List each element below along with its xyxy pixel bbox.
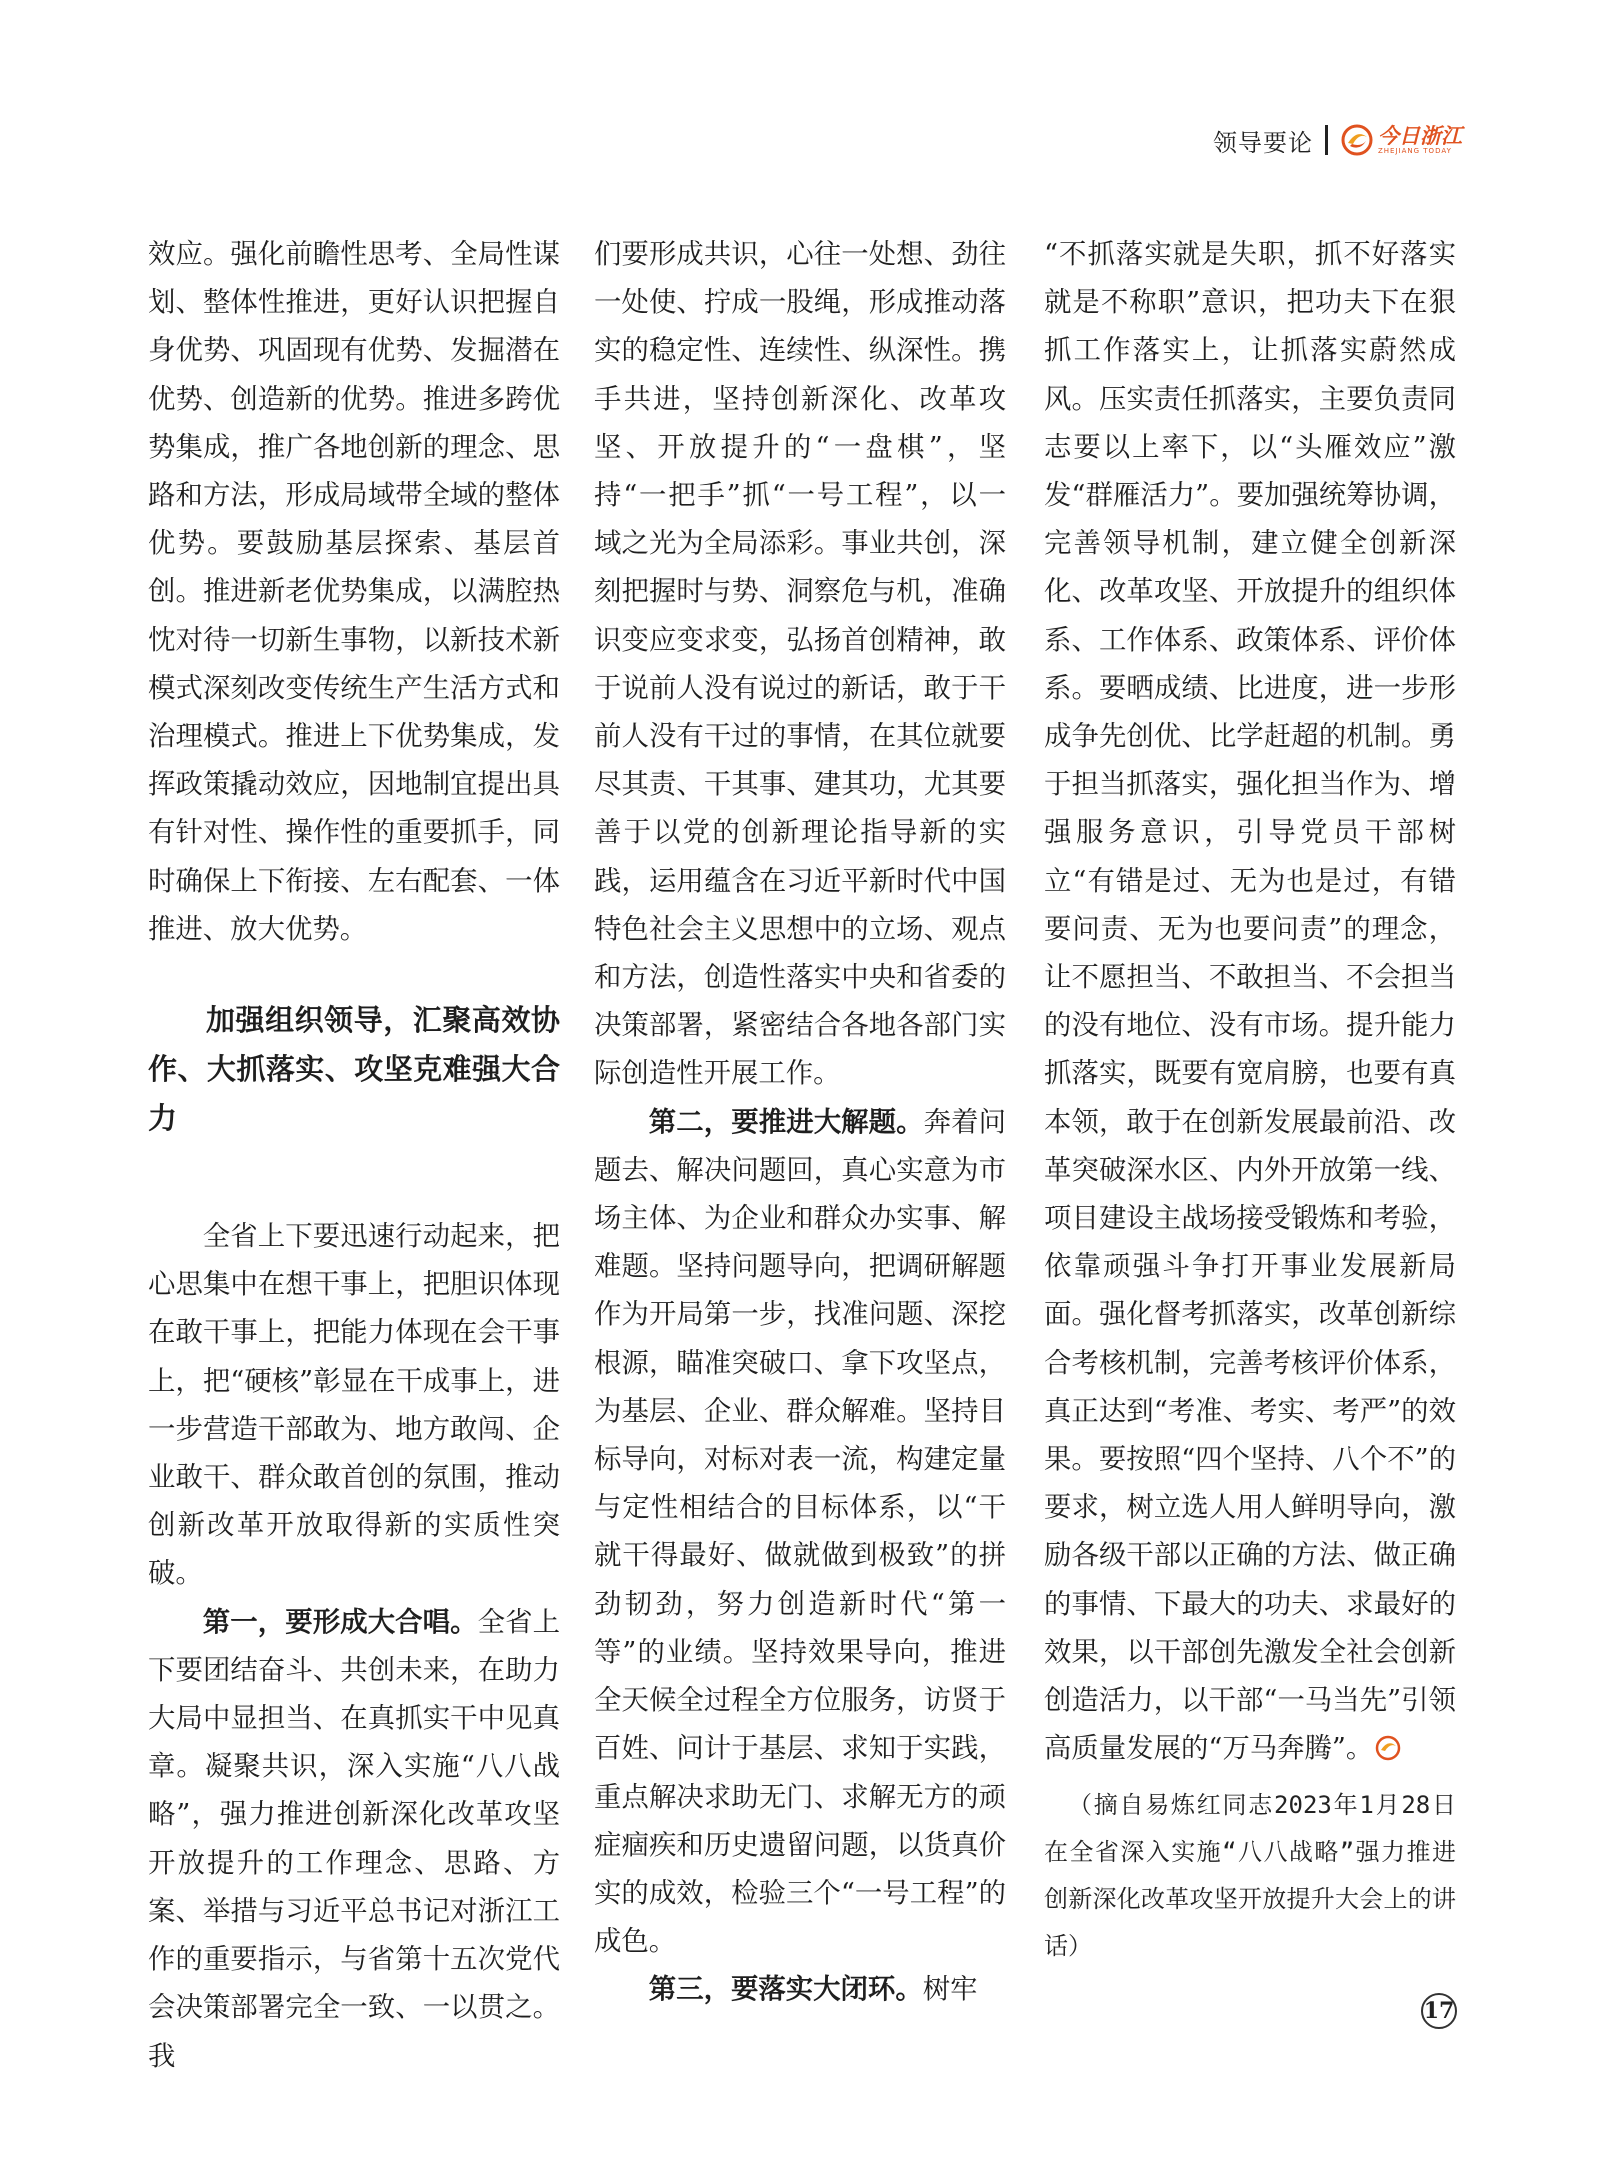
- source-note: （摘自易炼红同志2023年1月28日在全省深入实施“八八战略”强力推进创新深化改革攻坚开放提升大会上的讲话）: [1044, 1790, 1456, 1960]
- paragraph-text: 全省上下要团结奋斗、共创未来，在助力大局中显担当、在真抓实干中见真章。凝聚共识，深入实施“八八战略”，强力推进创新深化改革攻坚开放提升的工作理念、思路、方案、举措与习近平总书记对浙江工作的重要指示，与省第十五次党代会决策部署完全一致、一以贯之。我: [148, 1606, 560, 2072]
- page-number: 17: [1421, 1993, 1457, 2029]
- paragraph-text: 奔着问题去、解决问题回，真心实意为市场主体、为企业和群众办实事、解难题。坚持问题导向，把调研解题作为开局第一步，找准问题、深挖根源，瞄准突破口、拿下攻坚点，为基层、企业、群众解难。坚持目标导向，对标对表一流，构建定量与定性相结合的目标体系，以“干就干得最好、做就做到极致”的拼劲韧劲，努力创造新时代“第一等”的业绩。坚持效果导向，推进全天候全过程全方位服务，访贤于百姓、问计于基层、求知于实践，重点解决求助无门、求解无方的顽症痼疾和历史遗留问题，以货真价实的成效，检验三个“一号工程”的成色。: [594, 1106, 1006, 1958]
- paragraph: 效应。强化前瞻性思考、全局性谋划、整体性推进，更好认识把握自身优势、巩固现有优势、发掘潜在优势、创造新的优势。推进多跨优势集成，推广各地创新的理念、思路和方法，形成局域带全域的整体优势。要鼓励基层探索、基层首创。推进新老优势集成，以满腔热忱对待一切新生事物，以新技术新模式深刻改变传统生产生活方式和治理模式。推进上下优势集成，发挥政策撬动效应，因地制宜提出具有针对性、操作性的重要抓手，同时确保上下衔接、左右配套、一体推进、放大优势。: [148, 239, 560, 945]
- paragraph: 们要形成共识，心往一处想、劲往一处使、拧成一股绳，形成推动落实的稳定性、连续性、纵深性。携手共进，坚持创新深化、改革攻坚、开放提升的“一盘棋”，坚持“一把手”抓“一号工程”，以一域之光为全局添彩。事业共创，深刻把握时与势、洞察危与机，准确识变应变求变，弘扬首创精神，敢于说前人没有说过的新话，敢于干前人没有干过的事情，在其位就要尽其责、干其事、建其功，尤其要善于以党的创新理论指导新的实践，运用蕴含在习近平新时代中国特色社会主义思想中的立场、观点和方法，创造性落实中央和省委的决策部署，紧密结合各地各部门实际创造性开展工作。: [594, 239, 1006, 1090]
- header-divider: [1325, 125, 1328, 155]
- paragraph: [1044, 231, 1456, 1774]
- brand-swirl-icon: [1340, 123, 1374, 157]
- column-3: [1044, 231, 1456, 1970]
- page-header: [1213, 118, 1462, 162]
- section-label: 领导要论: [1213, 128, 1313, 157]
- brand-logo: [1340, 123, 1462, 157]
- paragraph: [594, 1966, 1006, 2014]
- column-1: [148, 231, 560, 2081]
- paragraph: 全省上下要迅速行动起来，把心思集中在想干事上，把胆识体现在敢干事上，把能力体现在会干事上，把“硬核”彰显在干成事上，进一步营造干部敢为、地方敢闯、企业敢干、群众敢首创的氛围，推动创新改革开放取得新的实质性突破。: [148, 1221, 560, 1590]
- paragraph-lead: 第二，要推进大解题。: [648, 1106, 924, 1138]
- end-mark-icon: [1375, 1735, 1401, 1761]
- paragraph: [148, 1599, 560, 2081]
- brand-name: 今日浙江: [1378, 123, 1462, 148]
- section-heading: 加强组织领导，汇聚高效协作、大抓落实、攻坚克难强大合力: [148, 1003, 560, 1136]
- paragraph-lead: 第一，要形成大合唱。: [202, 1606, 478, 1638]
- column-2: [594, 231, 1006, 2015]
- paragraph-text: “不抓落实就是失职，抓不好落实就是不称职”意识，把功夫下在狠抓工作落实上，让抓落实蔚然成风。压实责任抓落实，主要负责同志要以上率下，以“头雁效应”激发“群雁活力”。要加强统筹协调，完善领导机制，建立健全创新深化、改革攻坚、开放提升的组织体系、工作体系、政策体系、评价体系。要晒成绩、比进度，进一步形成争先创优、比学赶超的机制。勇于担当抓落实，强化担当作为、增强服务意识，引导党员干部树立“有错是过、无为也是过，有错要问责、无为也要问责”的理念，让不愿担当、不敢担当、不会担当的没有地位、没有市场。提升能力抓落实，既要有宽肩膀，也要有真本领，敢于在创新发展最前沿、改革突破深水区、内外开放第一线、项目建设主战场接受锻炼和考验，依靠顽强斗争打开事业发展新局面。强化督考抓落实，改革创新综合考核机制，完善考核评价体系，真正达到“考准、考实、考严”的效果。要按照“四个坚持、八个不”的要求，树立选人用人鲜明导向，激励各级干部以正确的方法、做正确的事情、下最大的功夫、求最好的效果，以干部创先激发全社会创新创造活力，以干部“一马当先”引领高质量发展的“万马奔腾”。: [1044, 239, 1456, 1765]
- paragraph: [594, 1099, 1006, 1967]
- paragraph-text: 树牢: [922, 1974, 978, 2006]
- brand-english: ZHEJIANG TODAY: [1378, 147, 1452, 155]
- paragraph-lead: 第三，要落实大闭环。: [648, 1974, 923, 2006]
